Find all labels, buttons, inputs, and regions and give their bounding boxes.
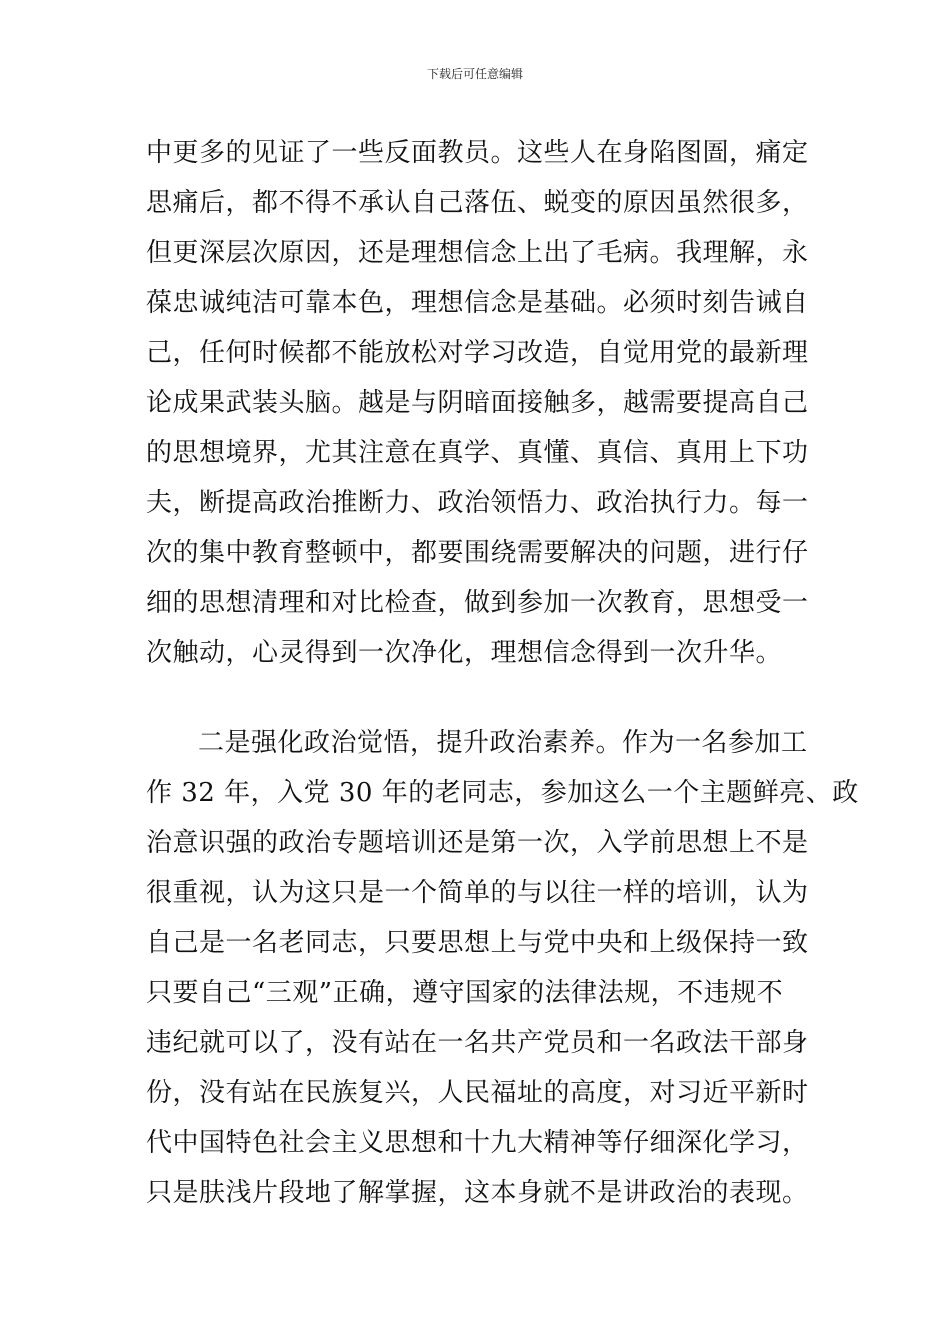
text-line: 夫，断提高政治推断力、政治领悟力、政治执行力。每一 [146, 488, 809, 518]
text-line: 自己是一名老同志，只要思想上与党中央和上级保持一致 [146, 928, 809, 958]
text-line: 论成果武装头脑。越是与阴暗面接触多，越需要提高自己 [146, 388, 809, 418]
text-line: 次的集中教育整顿中，都要围绕需要解决的问题，进行仔 [146, 538, 809, 568]
text-line: 只是肤浅片段地了解掌握，这本身就不是讲政治的表现。 [146, 1178, 809, 1208]
paragraph-gap [146, 678, 816, 718]
text-line: 的思想境界，尤其注意在真学、真懂、真信、真用上下功 [146, 438, 809, 468]
page-header: 下载后可任意编辑 [426, 67, 523, 81]
text-line: 中更多的见证了一些反面教员。这些人在身陷图圄，痛定 [146, 138, 809, 168]
text-line: 己，任何时候都不能放松对学习改造，自觉用党的最新理 [146, 338, 809, 368]
text-line: 次触动，心灵得到一次净化，理想信念得到一次升华。 [146, 638, 783, 668]
text-line: 份，没有站在民族复兴，人民福址的高度，对习近平新时 [146, 1078, 809, 1108]
text-line: 葆忠诚纯洁可靠本色，理想信念是基础。必须时刻告诫自 [146, 288, 809, 318]
text-line: 作 32 年，入党 30 年的老同志，参加这么一个主题鲜亮、政 [146, 778, 859, 808]
paragraph-1 [146, 128, 816, 678]
text-line: 只要自己“三观”正确，遵守国家的法律法规，不违规不 [146, 978, 784, 1008]
text-line: 但更深层次原因，还是理想信念上出了毛病。我理解，永 [146, 238, 809, 268]
text-line: 很重视，认为这只是一个简单的与以往一样的培训，认为 [146, 878, 809, 908]
text-line: 思痛后，都不得不承认自己落伍、蜕变的原因虽然很多， [146, 188, 809, 218]
text-line: 细的思想清理和对比检查，做到参加一次教育，思想受一 [146, 588, 809, 618]
document-body [146, 128, 859, 1218]
text-line: 二是强化政治觉悟，提升政治素养。作为一名参加工 [198, 728, 808, 758]
paragraph-2 [146, 718, 859, 1218]
text-line: 代中国特色社会主义思想和十九大精神等仔细深化学习， [146, 1128, 809, 1158]
text-line: 治意识强的政治专题培训还是第一次，入学前思想上不是 [146, 828, 809, 858]
text-line: 违纪就可以了，没有站在一名共产党员和一名政法干部身 [146, 1028, 809, 1058]
